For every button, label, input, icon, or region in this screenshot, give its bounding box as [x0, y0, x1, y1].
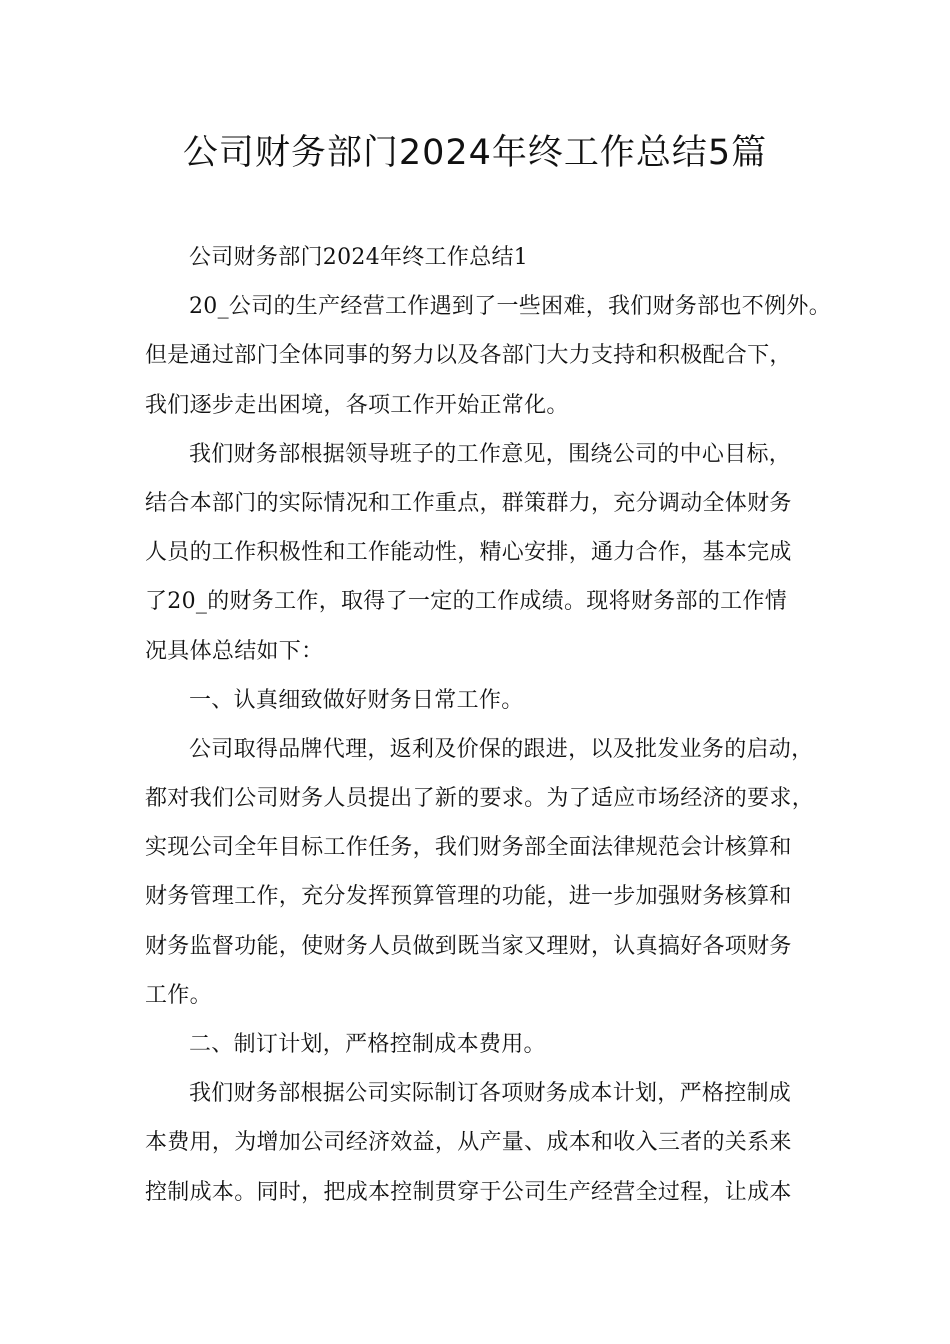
paragraph-line: 20_公司的生产经营工作遇到了一些困难，我们财务部也不例外。 [189, 294, 831, 320]
paragraph-line: 了20_的财务工作，取得了一定的工作成绩。现将财务部的工作情 [145, 589, 787, 615]
paragraph-line: 财务管理工作，充分发挥预算管理的功能，进一步加强财务核算和 [145, 884, 792, 910]
paragraph-line: 但是通过部门全体同事的努力以及各部门大力支持和积极配合下， [145, 343, 792, 369]
paragraph-line: 公司取得品牌代理，返利及价保的跟进，以及批发业务的启动， [189, 736, 814, 762]
paragraph-line: 况具体总结如下： [145, 638, 324, 664]
document-title: 公司财务部门2024年终工作总结5篇 [182, 133, 768, 173]
subheading-line: 二、制订计划，严格控制成本费用。 [189, 1032, 546, 1057]
paragraph-line: 我们财务部根据领导班子的工作意见，围绕公司的中心目标， [189, 441, 792, 467]
paragraph-line: 都对我们公司财务人员提出了新的要求。为了适应市场经济的要求， [145, 786, 815, 812]
paragraph-line: 工作。 [145, 982, 212, 1008]
subheading-line: 一、认真细致做好财务日常工作。 [189, 687, 524, 713]
paragraph-line: 实现公司全年目标工作任务，我们财务部全面法律规范会计核算和 [145, 835, 792, 861]
paragraph-line: 结合本部门的实际情况和工作重点，群策群力，充分调动全体财务 [145, 490, 792, 516]
paragraph-line: 财务监督功能，使财务人员做到既当家又理财，认真搞好各项财务 [145, 933, 792, 959]
section-heading-1: 公司财务部门2024年终工作总结1 [189, 245, 529, 270]
paragraph-line: 控制成本。同时，把成本控制贯穿于公司生产经营全过程，让成本 [145, 1179, 792, 1205]
paragraph-line: 本费用，为增加公司经济效益，从产量、成本和收入三者的关系来 [145, 1130, 792, 1156]
paragraph-line: 我们逐步走出困境，各项工作开始正常化。 [145, 392, 569, 418]
paragraph-line: 我们财务部根据公司实际制订各项财务成本计划，严格控制成 [189, 1081, 792, 1107]
paragraph-line: 人员的工作积极性和工作能动性，精心安排，通力合作，基本完成 [145, 540, 792, 566]
document-body [145, 233, 831, 1217]
